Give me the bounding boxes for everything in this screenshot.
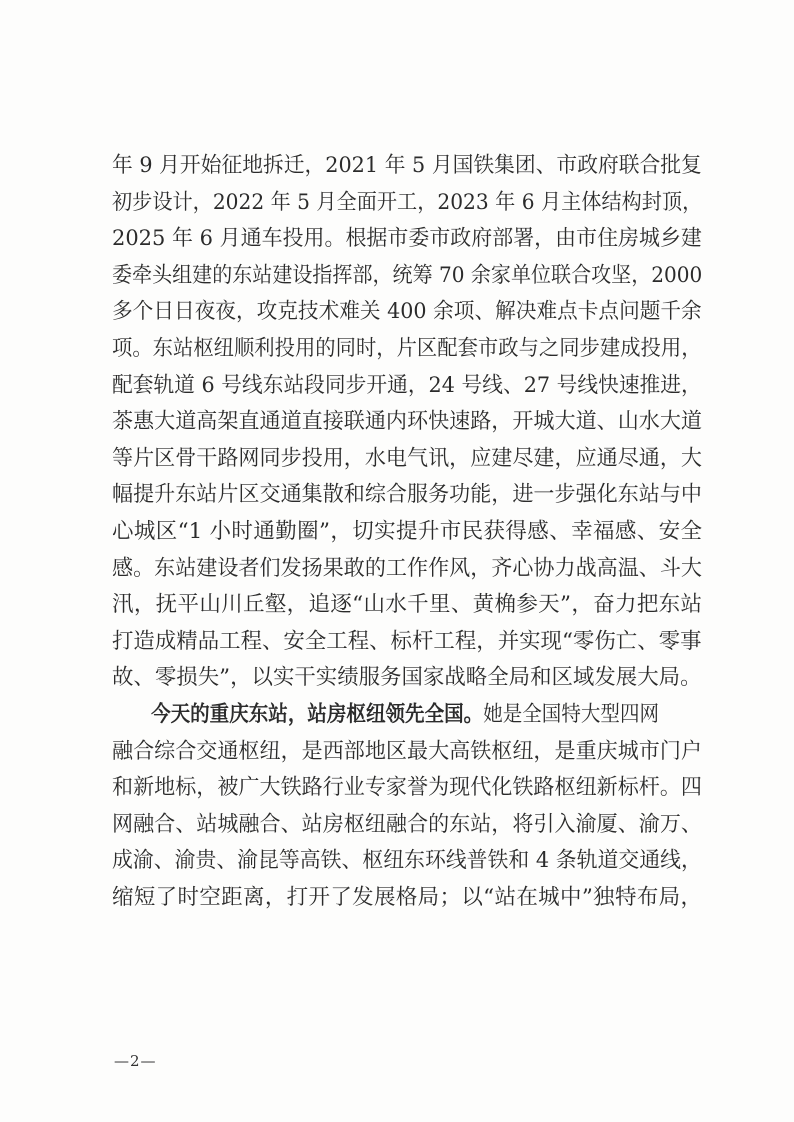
text-line: 幅提升东站片区交通集散和综合服务功能，进一步强化东站与中 [112,482,703,508]
paragraph-1 [112,148,702,697]
text-line: 2025 年 6 月通车投用。根据市委市政府部署，由市住房城乡建 [112,226,702,252]
text-line: 融合综合交通枢纽，是西部地区最大高铁枢纽，是重庆城市门户 [112,738,703,764]
text-line: 初步设计，2022 年 5 月全面开工，2023 年 6 月主体结构封顶， [112,189,703,215]
page-number: —2— [114,1052,157,1070]
text-line: 茶惠大道高架直通道直接联通内环快速路，开城大道、山水大道 [112,409,703,435]
text-line: 配套轨道 6 号线东站段同步开通，24 号线、27 号线快速推进， [112,372,702,398]
text-line: 缩短了时空距离，打开了发展格局；以“站在城中”独特布局， [112,884,702,910]
text-line: 项。东站枢纽顺利投用的同时，片区配套市政与之同步建成投用， [112,335,702,361]
text-line: 打造成精品工程、安全工程、标杆工程，并实现“零伤亡、零事 [112,628,702,654]
text-line: 委牵头组建的东站建设指挥部，统筹 70 余家单位联合攻坚，2000 [112,262,703,288]
text-line: 网融合、站城融合、站房枢纽融合的东站，将引入渝厦、渝万、 [112,811,703,837]
text-fragment: 她是全国特大型四网 [483,701,660,727]
paragraph-2 [112,697,702,917]
body-text [112,148,702,916]
text-line: 心城区“1 小时通勤圈”，切实提升市民获得感、幸福感、安全 [112,518,702,544]
text-line: 汛，抚平山川丘壑，追逐“山水千里、黄桷参天”，奋力把东站 [112,592,702,618]
text-line: 等片区骨干路网同步投用，水电气讯，应建尽建，应通尽通，大 [112,445,703,471]
paragraph-lead-sentence: 今天的重庆东站，站房枢纽领先全国。 [151,701,484,727]
text-line: 年 9 月开始征地拆迁，2021 年 5 月国铁集团、市政府联合批复 [112,153,702,178]
text-line: 成渝、渝贵、渝昆等高铁、枢纽东环线普铁和 4 条轨道交通线， [112,848,702,874]
text-line: 故、零损失”，以实干实绩服务国家战略全局和区域发展大局。 [112,665,702,691]
text-line: 和新地标，被广大铁路行业专家誉为现代化铁路枢纽新标杆。四 [112,775,703,801]
paragraph-first-line [112,697,660,734]
text-line: 感。东站建设者们发扬果敢的工作作风，齐心协力战高温、斗大 [112,555,703,581]
text-line: 多个日日夜夜，攻克技术难关 400 余项、解决难点卡点问题千余 [112,299,702,325]
